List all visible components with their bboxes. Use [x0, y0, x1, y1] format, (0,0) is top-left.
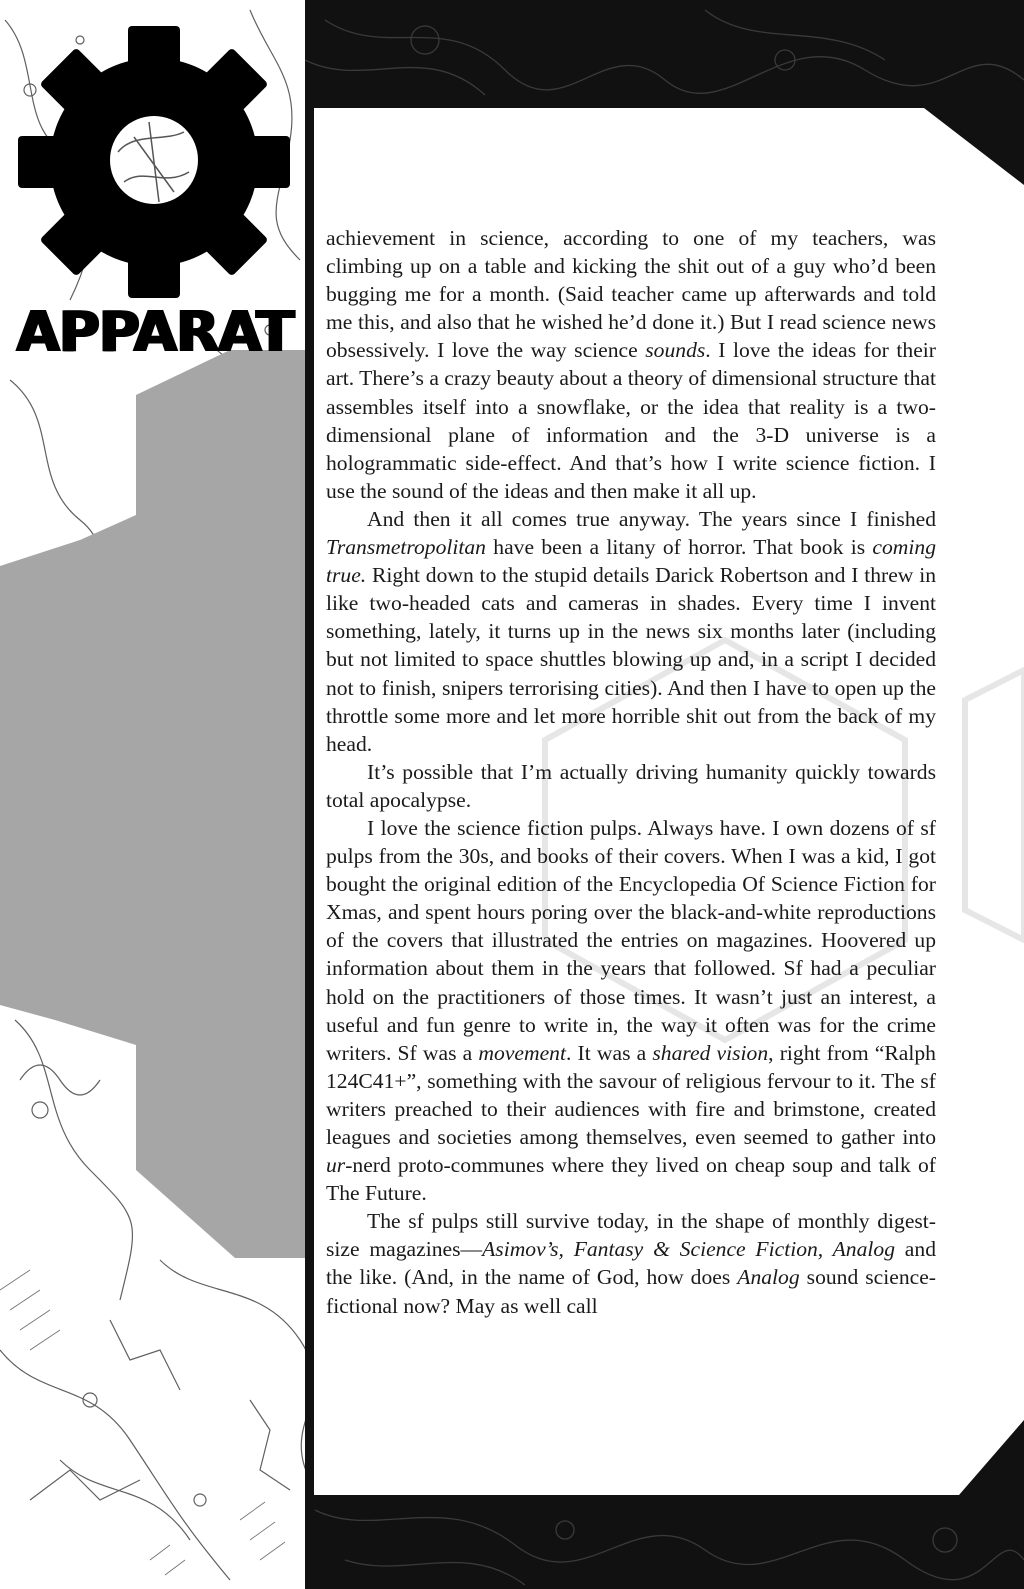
article-body [326, 224, 936, 1320]
logo-wordmark: APPARAT [16, 300, 293, 365]
paragraph-1: achievement in science, according to one of my teachers, was climbing up on a table and kicking the shit out of a guy who’d been bugging me for a month. (Said teacher came up afterwards and told me this, and also that he wished he’d done it.) But I read science news obsessively. I love the way science sounds. I love the ideas for their art. There’s a crazy beauty about a theory of dimensional structure that assembles itself into a snowflake, or the idea that reality is a two-dimensional plane of information and the 3-D universe is a hologrammatic side-effect. And that’s how I write science fiction. I use the sound of the ideas and then make it all up. [326, 226, 936, 503]
paragraph-4: I love the science fiction pulps. Always have. I own dozens of sf pulps from the 30s, and books of their covers. When I was a kid, I got bought the original edition of the Encyclopedia Of Science Fiction for Xmas, and spent hours poring over the black-and-white reproductions of the covers that illustrated the entries on magazines. Hoovered up information about them in the years that followed. Sf had a peculiar hold on the practitioners of those times. It wasn’t just an interest, a useful and fun genre to write in, the way it often was for the crime writers. Sf was a movement. It was a shared vision, right from “Ralph 124C41+”, something with the savour of religious fervour to it. The sf writers preached to their audiences with fire and brimstone, created leagues and societies among themselves, even seemed to gather into ur-nerd proto-communes where they lived on cheap soup and talk of The Future. [326, 815, 936, 1206]
paragraph-5: The sf pulps still survive today, in the shape of monthly digest-size magazines—Asimov’s, Fantasy & Science Fiction, Analog and the like. (And, in the name of God, how does Analog sound science-fictional now? May as well call [326, 1209, 936, 1318]
paragraph-2: And then it all comes true anyway. The years since I finished Transmetropolitan have been a litany of horror. That book is coming true. Right down to the stupid details Darick Robertson and I threw in like two-headed cats and cameras in shades. Every time I invent something, lately, it turns up in the news six months later (including but not limited to space shuttles blowing up and, in a script I decided not to finish, snipers terrorising cities). And then I have to open up the throttle some more and let more horrible shit out from the back of my head. [326, 506, 936, 756]
paragraph-3: It’s possible that I’m actually driving humanity quickly towards total apocalypse. [326, 759, 936, 812]
gear-icon [18, 26, 290, 298]
